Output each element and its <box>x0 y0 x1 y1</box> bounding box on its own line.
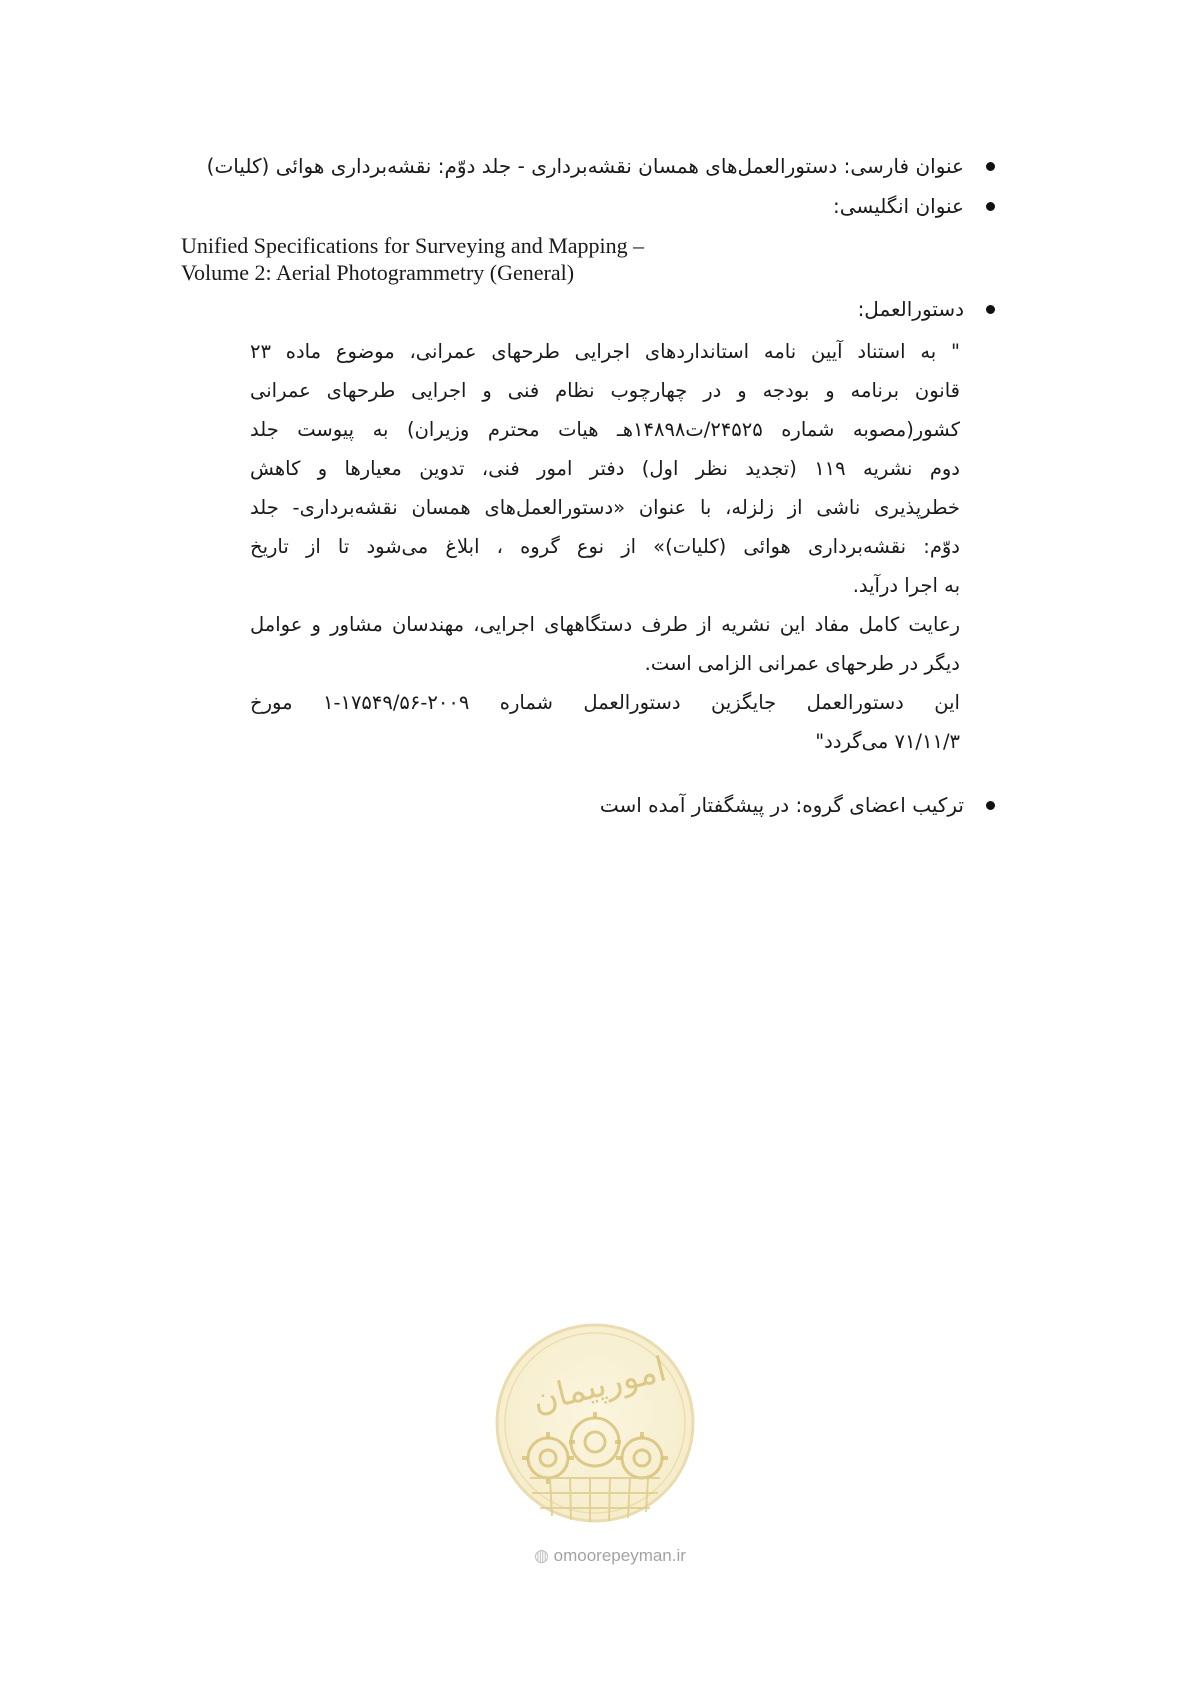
body-line: ۷۱/۱۱/۳ می‌گردد" <box>815 730 960 753</box>
globe-icon: ◍ <box>534 1546 549 1565</box>
watermark-logo-text: امورپیمان <box>528 1349 671 1422</box>
english-title-label: عنوان انگلیسی: <box>833 194 964 218</box>
bullet-item-group-composition <box>600 788 995 822</box>
english-title-line-2: Volume 2: Aerial Photogrammetry (General) <box>181 260 575 285</box>
body-line: خطرپذیری ناشی از زلزله، با عنوان «دستورالعمل‌های همسان نقشه‌برداری- جلد <box>250 496 960 519</box>
group-composition-text: ترکیب اعضای گروه: در پیشگفتار آمده است <box>599 793 964 817</box>
bullet-item-persian-title <box>207 149 995 183</box>
body-line: قانون برنامه و بودجه و در چهارچوب نظام فنی و اجرایی طرحهای عمرانی <box>250 379 960 402</box>
body-line: به اجرا درآید. <box>852 574 960 597</box>
body-line: کشور(مصوبه شماره ۲۴۵۲۵/ت۱۴۸۹۸هـ هیات محترم وزیران) به پیوست جلد <box>250 418 960 441</box>
body-line: دیگر در طرحهای عمرانی الزامی است. <box>644 652 960 675</box>
body-line: دوم نشریه ۱۱۹ (تجدید نظر اول) دفتر امور فنی، تدوین معیارها و کاهش <box>250 457 960 480</box>
persian-title-text: عنوان فارسی: دستورالعمل‌های همسان نقشه‌برداری - جلد دوّم: نقشه‌برداری هوائی (کلیات) <box>206 154 964 178</box>
bullet-item-instruction <box>858 292 995 326</box>
bullet-dot <box>986 305 995 314</box>
watermark-url-text: omoorepeyman.ir <box>553 1546 686 1565</box>
english-title-block <box>181 232 644 286</box>
instruction-label: دستورالعمل: <box>857 297 964 321</box>
bullet-item-english-title <box>833 189 995 223</box>
watermark-seal-logo <box>490 1318 700 1528</box>
body-line: دوّم: نقشه‌برداری هوائی (کلیات)» از نوع گروه ، ابلاغ می‌شود تا از تاریخ <box>250 535 960 558</box>
bullet-dot <box>986 801 995 810</box>
english-title-line-1: Unified Specifications for Surveying and Mapping – <box>181 233 645 258</box>
watermark-url <box>520 1546 700 1566</box>
bullet-dot <box>986 162 995 171</box>
bullet-dot <box>986 202 995 211</box>
body-line: این دستورالعمل جایگزین دستورالعمل شماره ۲۰۰۹-۱۷۵۴۹/۵۶-۱ مورخ <box>250 691 960 714</box>
body-line: " به استناد آیین نامه استانداردهای اجرایی طرحهای عمرانی، موضوع ماده ۲۳ <box>250 340 960 363</box>
instruction-body <box>250 332 960 761</box>
body-line: رعایت کامل مفاد این نشریه از طرف دستگاههای اجرایی، مهندسان مشاور و عوامل <box>250 613 960 636</box>
